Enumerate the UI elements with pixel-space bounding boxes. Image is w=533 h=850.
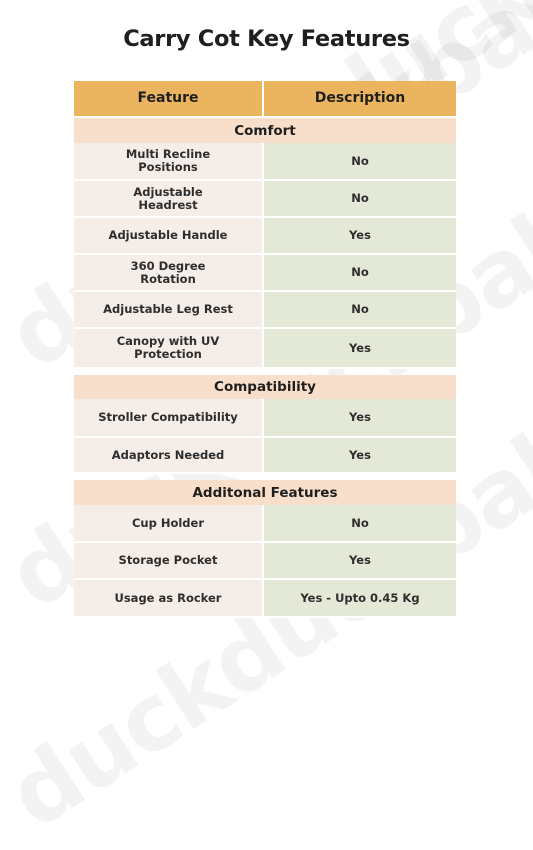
feature-value: Yes	[264, 438, 456, 472]
feature-label: Adjustable Headrest	[133, 184, 203, 212]
table-row	[74, 438, 456, 474]
section-heading-comfort: Comfort	[74, 118, 456, 143]
feature-value: Yes	[264, 543, 456, 578]
feature-value: No	[264, 181, 456, 216]
feature-value: No	[264, 255, 456, 290]
features-table	[74, 81, 456, 618]
feature-label: Cup Holder	[74, 505, 264, 541]
feature-value: Yes	[264, 218, 456, 253]
page-title: Carry Cot Key Features	[123, 26, 410, 52]
column-header-description: Description	[264, 81, 456, 116]
feature-value: Yes - Upto 0.45 Kg	[264, 580, 456, 616]
feature-label: Stroller Compatibility	[74, 399, 264, 436]
table-row	[74, 143, 456, 181]
section-heading-compatibility: Compatibility	[74, 375, 456, 399]
table-row	[74, 255, 456, 292]
feature-value: Yes	[264, 329, 456, 367]
feature-label: 360 Degree Rotation	[130, 258, 206, 286]
feature-label: Adjustable Handle	[74, 218, 264, 253]
table-row	[74, 580, 456, 618]
column-header-feature: Feature	[74, 81, 264, 116]
feature-value: Yes	[264, 399, 456, 436]
feature-label: Canopy with UV Protection	[116, 334, 220, 361]
feature-label: Adjustable Leg Rest	[74, 292, 264, 327]
table-row	[74, 292, 456, 329]
table-row	[74, 505, 456, 543]
feature-label: Usage as Rocker	[74, 580, 264, 616]
feature-label: Adaptors Needed	[74, 438, 264, 472]
feature-value: No	[264, 505, 456, 541]
feature-label: Storage Pocket	[74, 543, 264, 578]
table-row	[74, 218, 456, 255]
table-row	[74, 181, 456, 218]
feature-value: No	[264, 292, 456, 327]
table-row	[74, 543, 456, 580]
table-header-row	[74, 81, 456, 118]
section-heading-additional-features: Additonal Features	[74, 480, 456, 505]
feature-value: No	[264, 143, 456, 179]
feature-label: Multi Recline Positions	[125, 147, 211, 174]
table-row	[74, 329, 456, 369]
table-row	[74, 399, 456, 438]
